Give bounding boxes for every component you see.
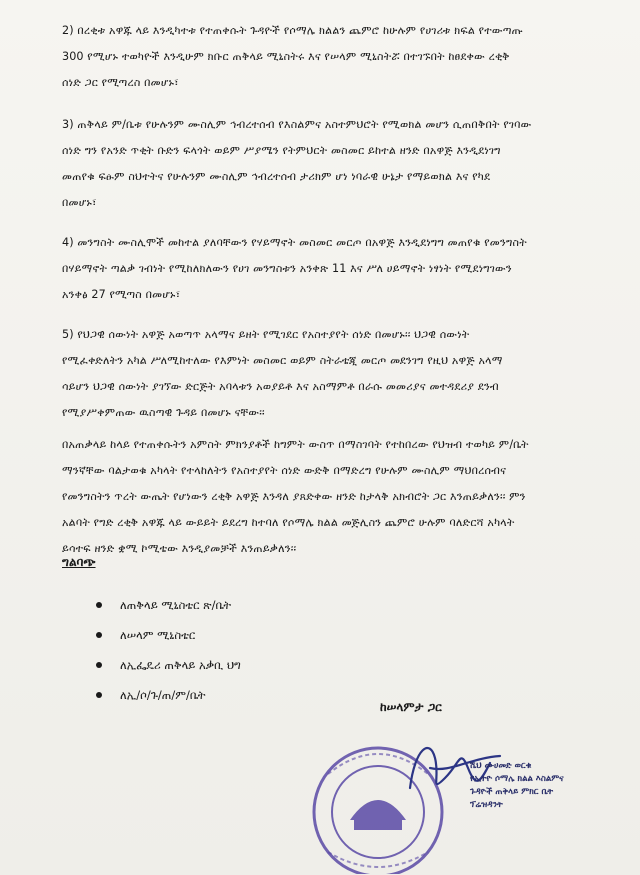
paragraph-point-5 (62, 322, 610, 426)
text-line: የሚያሥቀምጠው ዉስጣዊ ጉዳይ በመሆኑ ናቸው፡፡ (62, 406, 265, 419)
cc-item-label: ለኢ/ሶ/ጉ/ጠ/ም/ቤት (120, 688, 206, 702)
cc-item-label: ለጠቅላይ ሚኒስቴር ጽ/ቤት (120, 598, 232, 612)
text-line: የመንግስትን ጥረት ውጤት የሆነውን ረቂቅ አዋጅ እንዳለ ያጸድቀው ዘንድ ከታላቅ አክብሮት ጋር እንጠይቃለን፡፡ ምን (62, 490, 526, 503)
text-line: ማንኛቸው ባልታወቁ አካላት የተላከለትን የአስተያየት ሰነድ ውድቅ በማድረግ የሁሉም ሙስሊም ማህበረሰብና (62, 464, 507, 477)
text-line: 2) በረቂቱ አዋጁ ላይ እንዲካተቱ የተጠቀሱት ጉዳዮች የሶማሌ ክልልን ጨምሮ ከሁሉም የሀገሪቱ ክፍል የተውጣጡ (62, 24, 524, 37)
bullet-icon (96, 602, 102, 608)
cc-heading: ግልባጭ (62, 555, 96, 569)
text-line: መጠየቁ ፍፁም ስህተትና የሁሉንም ሙስሊም ኅብረተሰብ ታሪክም ሆነ ነባራዊ ሁኔታ የማይወክል እና የካደ (62, 170, 491, 183)
text-line: አልባት የግድ ረቂቅ አዋጁ ላይ ውይይት ይደረግ ከተባለ የሶማሌ ክልል መጅሊስን ጨምሮ ሁሉም ባለድርሻ አካላት (62, 516, 515, 529)
bullet-icon (96, 692, 102, 698)
stamp-line: ፕሬዝዳንት (470, 800, 503, 810)
paragraph-point-3 (62, 112, 610, 216)
text-line: 3) ጠቅላይ ም/ቤቱ የሁሉንም ሙስሊም ኅብረተሰብ የእስልምና አስተምህሮት የሚወክል መሆን ሲጠበቅበት የገባው (62, 118, 532, 131)
text-line: ይሳተፍ ዘንድ ቋሚ ኮሚቴው እንዲያመቻች እንጠይቃለን፡፡ (62, 542, 297, 555)
text-line: ሳይሆን ህጋዊ ሰውነት ያገኘው ድርጅት አባላቱን አወያይቶ እና አስማምቶ በራሱ መመሪያና መተዳደሪያ ደንብ (62, 380, 499, 393)
text-line: 4) መንግስት ሙስሊሞች መከተል ያለባቸውን የሃይማኖት መስመር መርጦ በአዋጅ እንዲደነግግ መጠየቁ የመንግስት (62, 236, 527, 249)
cc-item (96, 680, 241, 710)
bullet-icon (96, 632, 102, 638)
text-line: በመሆኑ፣ (62, 196, 97, 209)
text-line: በአጠቃላይ ከላይ የተጠቀሱትን አምስት ምክንያቶች ከግምት ውስጥ በማስገባት የተከበረው የህዝብ ተወካይ ም/ቤት (62, 438, 529, 451)
stamp-line: ሼህ ሙሀመድ ወርቁ (470, 761, 532, 771)
paragraph-point-2 (62, 18, 610, 96)
stamp-text-block (470, 760, 630, 812)
cc-list (96, 590, 241, 710)
paragraph-point-4 (62, 230, 610, 308)
text-line: አንቀፅ 27 የሚጣስ በመሆኑ፣ (62, 288, 181, 301)
text-line: 5) የህጋዊ ሰውነት አዋጅ አወጣጥ አላማና ይዘት የሚገደር የአስተያየት ሰነድ በመሆኑ፡፡ ህጋዊ ሰውነት (62, 328, 470, 341)
text-line: 300 የሚሆኑ ተወካዮች እንዲሁም ክቡር ጠቅላይ ሚኒስትሩ እና የሠላም ሚኒስትሯ በተገኙበት ከፀደቀው ረቂቅ (62, 50, 510, 63)
cc-item (96, 590, 241, 620)
stamp-line: ጉዳዮች ጠቅላይ ምክር ቤት (470, 787, 554, 797)
text-line: በሃይማኖት ጣልቃ ገብነት የሚከለክለውን የሀገ መንግስቱን አንቀጽ 11 እና ሥለ ሀይማኖት ነፃነት የሚደነግገውን (62, 262, 512, 275)
bullet-icon (96, 662, 102, 668)
cc-item (96, 650, 241, 680)
paragraph-conclusion (62, 432, 610, 562)
text-line: የሚፈቀድለትን አካል ሥለሚከተለው የእምነት መስመር ወይም ስትራቴጂ መርጦ መደንገግ የዚህ አዋጅ አላማ (62, 354, 503, 367)
cc-item-label: ለኢፌዴሪ ጠቅላይ አቃቢ ህግ (120, 658, 241, 672)
text-line: ሰነድ ጋር የሚጣረስ በመሆኑ፣ (62, 76, 179, 89)
text-line: ሰነድ ግን የአንድ ጥቂት ቡድን ፍላጎት ወይም ሥያሜን የትምህርት መስመር ይከተል ዘንድ በአዋጅ እንዲደነገግ (62, 144, 501, 157)
stamp-line: የኢትዮ ሶማሌ ክልል እስልምና (470, 774, 564, 784)
closing-salutation: ከሠላምታ ጋር (380, 700, 442, 714)
cc-item (96, 620, 241, 650)
cc-item-label: ለሠላም ሚኒስቴር (120, 628, 196, 642)
